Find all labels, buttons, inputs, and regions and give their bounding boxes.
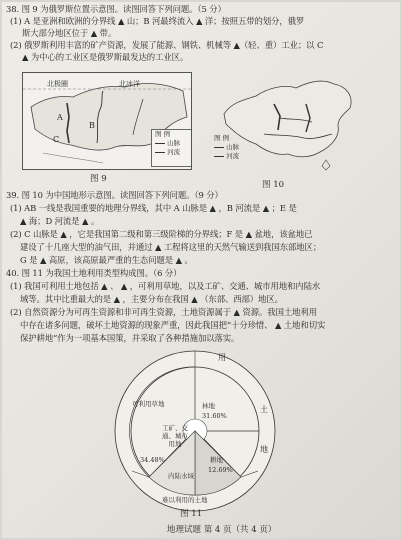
q38-line-1: (1) A 是亚洲和欧洲的分界线 ▲ 山；B 河最终流入 ▲ 洋；按照五带的划分，俄罗 (10, 16, 305, 26)
slice-label-water: 内陆水域 (168, 472, 194, 480)
q38-line-3: (2) 俄罗斯利用丰富的矿产资源，发展了能源、钢铁、机械等 ▲（轻、重）工业；以 C (10, 40, 324, 50)
slice-label-grassland: 可利用草地 (132, 400, 165, 408)
fig10-legend-mountain: 山脉 (226, 143, 240, 151)
map-label-c: C (53, 135, 60, 144)
fig9-caption: 图 9 (90, 174, 107, 184)
russia-map (22, 72, 192, 170)
q39-line-3: (2) C 山脉是 ▲ ，它是我国第二级和第三级阶梯的分界线；F 是 ▲ 盆地，该盆地已 (10, 229, 313, 239)
q39-line-5: G 是 ▲ 高原，该高原最严重的生态问题是 ▲ 。 (20, 255, 193, 265)
ring-label-yong: 用 (218, 353, 226, 362)
china-map (214, 74, 376, 174)
fig10-legend (214, 134, 254, 170)
map-label-a: A (57, 113, 63, 122)
fig10-legend-title: 图 例 (214, 134, 230, 142)
fig11-caption: 图 11 (180, 509, 203, 519)
page-footer: 地理试题 第 4 页（共 4 页） (167, 525, 277, 535)
land-use-pie-figure (110, 346, 280, 516)
slice-label-farmland: 耕地 (210, 456, 223, 464)
slice-label-urban: 工矿、交通、城市用地 (162, 424, 188, 448)
q39-line-1: (1) AB 一线是我国重要的地理分界线，其中 A 山脉是 ▲ ，B 河流是 ▲ ；E 是 (10, 203, 297, 213)
ring-label-di: 地 (260, 445, 268, 454)
map-label-b: B (89, 121, 95, 130)
fig10-legend-river: 河流 (226, 152, 240, 160)
q38-line-4: ▲ 为中心的工业区是俄罗斯最发达的工业区。 (22, 52, 189, 62)
q39-line-2: ▲ 海；D 河流是 ▲ 。 (20, 216, 100, 226)
q39-line-4: 建设了十几座大型的油气田，并通过 ▲ 工程将这里的天然气输送到我国东部地区； (20, 242, 322, 252)
fig10-caption: 图 10 (262, 180, 285, 190)
fig9-legend (151, 129, 192, 167)
q40-line-4: 中存在诸多问题，破坏土地资源的现象严重，因此我国把“十分珍惜、 ▲ 土地和切实 (20, 320, 326, 330)
exam-page (2, 2, 400, 538)
q40-title: 40. 图 11 为我国土地利用类型构成图。（6 分） (6, 268, 182, 278)
q39-title: 39. 图 10 为中国地形示意图。读图回答下列问题。（9 分） (6, 190, 223, 200)
q40-line-5: 保护耕地”作为一项基本国策，并采取了各种措施加以落实。 (20, 333, 240, 343)
slice-value-forest: 31.60% (202, 412, 227, 420)
map-label-arctic-circle: 北极圈 (47, 80, 68, 88)
slice-label-forest: 林地 (202, 402, 215, 410)
q40-line-1: (1) 我国可利用土地包括 ▲ 、 ▲ ，可利用草地，以及工矿、交通、城市用地和内陆水 (10, 281, 321, 291)
land-use-pie (110, 346, 280, 516)
slice-value-farmland: 12.69% (208, 466, 233, 474)
ring-label-tu: 土 (260, 405, 268, 414)
q40-line-3: (2) 自然资源分为可再生资源和非可再生资源，土地资源属于 ▲ 资源。我国土地利用 (10, 307, 317, 317)
fig9-legend-river: 河流 (167, 148, 181, 156)
q38-title: 38. 图 9 为俄罗斯位置示意图。读图回答下列问题。（5 分） (6, 4, 226, 14)
slice-value-grassland: 34.48% (140, 456, 165, 464)
map-label-arctic-ocean: 北冰洋 (119, 80, 140, 88)
q40-line-2: 域等。其中比重最大的是 ▲ ，主要分布在我国 ▲ （东部、西部）地区。 (20, 294, 283, 304)
fig9-legend-title: 图 例 (155, 130, 171, 138)
ring-outer-label: 难以利用的土地 (162, 496, 208, 504)
fig9-legend-mountain: 山脉 (167, 139, 181, 147)
q38-line-2: 斯大部分地区位于 ▲ 带。 (22, 28, 117, 38)
